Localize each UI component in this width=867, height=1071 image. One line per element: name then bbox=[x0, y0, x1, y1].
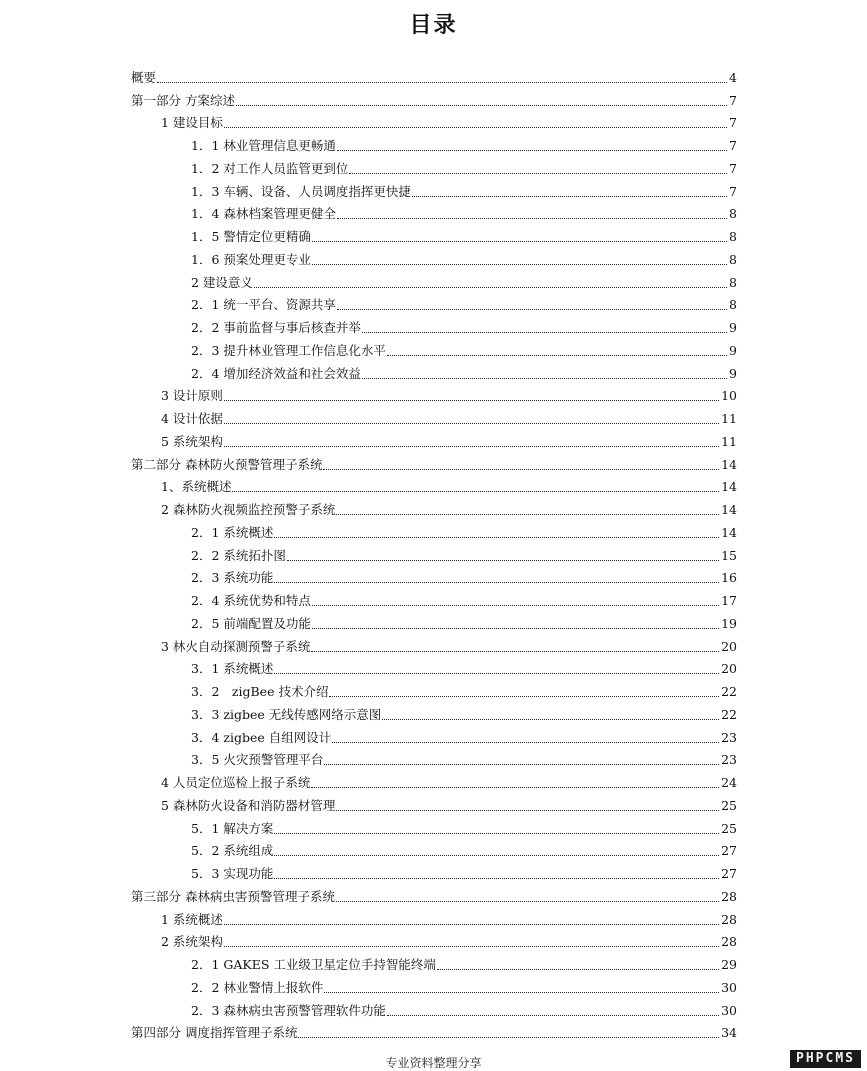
toc-entry[interactable] bbox=[131, 611, 737, 634]
toc-entry-label: 第三部分 森林病虫害预警管理子系统 bbox=[131, 888, 335, 904]
toc-dot-leader bbox=[232, 490, 719, 492]
toc-entry-page: 7 bbox=[729, 138, 737, 153]
toc-entry-label: 1．4 森林档案管理更健全 bbox=[191, 206, 336, 222]
toc-dot-leader bbox=[274, 832, 719, 834]
toc-entry-label: 1．2 对工作人员监管更到位 bbox=[191, 160, 349, 176]
toc-entry-label: 1．6 预案处理更专业 bbox=[191, 251, 311, 267]
toc-dot-leader bbox=[329, 695, 719, 697]
toc-dot-leader bbox=[387, 1014, 719, 1016]
toc-entry-label: 3．5 火灾预警管理平台 bbox=[191, 752, 324, 768]
toc-entry-page: 25 bbox=[721, 797, 737, 813]
toc-entry-label: 2．2 事前监督与事后核查并举 bbox=[191, 320, 361, 335]
toc-entry-label: 3．1 系统概述 bbox=[191, 661, 274, 677]
toc-entry[interactable] bbox=[131, 224, 737, 247]
toc-entry-label: 2．5 前端配置及功能 bbox=[191, 615, 311, 631]
toc-entry-page: 10 bbox=[721, 388, 737, 404]
toc-entry-label: 2 系统架构 bbox=[161, 934, 223, 950]
toc-entry-label: 概要 bbox=[131, 69, 157, 85]
toc-entry-page: 7 bbox=[729, 115, 737, 131]
toc-entry[interactable] bbox=[131, 588, 737, 611]
toc-entry[interactable] bbox=[131, 657, 737, 680]
toc-entry[interactable] bbox=[131, 247, 737, 270]
toc-entry[interactable] bbox=[131, 975, 737, 998]
toc-entry[interactable] bbox=[131, 429, 737, 452]
toc-entry[interactable] bbox=[131, 179, 737, 202]
toc-entry[interactable] bbox=[131, 816, 737, 839]
toc-entry-page: 7 bbox=[729, 160, 737, 176]
toc-entry-page: 11 bbox=[721, 411, 737, 426]
toc-dot-leader bbox=[236, 104, 727, 106]
toc-entry-page: 14 bbox=[721, 479, 737, 495]
toc-entry-label: 2 建设意义 bbox=[191, 274, 253, 290]
toc-entry[interactable] bbox=[131, 634, 737, 657]
toc-entry-label: 第一部分 方案综述 bbox=[131, 92, 235, 108]
toc-entry[interactable] bbox=[131, 543, 737, 566]
toc-entry[interactable] bbox=[131, 452, 737, 475]
toc-entry-label: 3 林火自动探测预警子系统 bbox=[161, 638, 311, 654]
toc-entry-page: 22 bbox=[721, 684, 737, 699]
toc-entry[interactable] bbox=[131, 679, 737, 702]
toc-entry-label: 5．2 系统组成 bbox=[191, 843, 274, 859]
toc-entry[interactable] bbox=[131, 930, 737, 953]
toc-entry-label: 2．4 增加经济效益和社会效益 bbox=[191, 365, 361, 381]
toc-entry-page: 8 bbox=[729, 206, 737, 222]
toc-dot-leader bbox=[337, 149, 727, 151]
toc-entry-label: 1．3 车辆、设备、人员调度指挥更快捷 bbox=[191, 183, 411, 199]
toc-entry-page: 14 bbox=[721, 524, 737, 540]
toc-entry[interactable] bbox=[131, 475, 737, 498]
toc-entry-page: 8 bbox=[729, 229, 737, 244]
toc-dot-leader bbox=[274, 854, 719, 856]
toc-entry-page: 8 bbox=[729, 251, 737, 267]
toc-entry-label: 第四部分 调度指挥管理子系统 bbox=[131, 1025, 298, 1041]
toc-entry-label: 2．2 系统拓扑图 bbox=[191, 547, 286, 563]
toc-entry[interactable] bbox=[131, 156, 737, 179]
toc-entry[interactable] bbox=[131, 315, 737, 338]
toc-entry[interactable] bbox=[131, 770, 737, 793]
toc-entry-label: 5．3 实现功能 bbox=[191, 866, 274, 881]
toc-entry-label: 2．1 GAKES 工业级卫星定位手持智能终端 bbox=[191, 957, 436, 972]
toc-entry-label: 4 设计依据 bbox=[161, 411, 223, 426]
toc-entry[interactable] bbox=[131, 793, 737, 816]
toc-entry-page: 11 bbox=[721, 433, 737, 449]
toc-entry-page: 28 bbox=[721, 934, 737, 950]
toc-dot-leader bbox=[337, 308, 727, 310]
toc-entry-page: 22 bbox=[721, 706, 737, 722]
toc-entry-page: 15 bbox=[721, 547, 737, 563]
toc-dot-leader bbox=[312, 627, 719, 629]
watermark-logo: PHPCMS bbox=[790, 1050, 861, 1068]
toc-entry-label: 2．4 系统优势和特点 bbox=[191, 593, 311, 608]
toc-entry[interactable] bbox=[131, 998, 737, 1021]
toc-entry-label: 3．2 zigBee 技术介绍 bbox=[191, 684, 329, 699]
toc-entry-page: 28 bbox=[721, 888, 737, 904]
toc-entry-label: 5 系统架构 bbox=[161, 433, 223, 449]
toc-dot-leader bbox=[274, 877, 719, 879]
toc-entry[interactable] bbox=[131, 748, 737, 771]
toc-dot-leader bbox=[157, 81, 727, 83]
toc-entry[interactable] bbox=[131, 497, 737, 520]
toc-entry-label: 2．3 森林病虫害预警管理软件功能 bbox=[191, 1002, 386, 1018]
toc-entry-label: 2．1 统一平台、资源共享 bbox=[191, 297, 336, 313]
toc-entry[interactable] bbox=[131, 702, 737, 725]
toc-dot-leader bbox=[274, 672, 719, 674]
toc-entry-page: 34 bbox=[721, 1025, 737, 1041]
toc-entry-label: 1．5 警情定位更精确 bbox=[191, 229, 311, 244]
toc-dot-leader bbox=[332, 741, 719, 743]
toc-dot-leader bbox=[336, 513, 719, 515]
toc-entry-page: 9 bbox=[729, 320, 737, 335]
toc-entry-page: 8 bbox=[729, 297, 737, 313]
toc-entry[interactable] bbox=[131, 839, 737, 862]
toc-entry-page: 4 bbox=[729, 69, 737, 85]
toc-dot-leader bbox=[323, 468, 719, 470]
toc-dot-leader bbox=[349, 172, 727, 174]
toc-entry-page: 7 bbox=[729, 183, 737, 199]
toc-entry-page: 9 bbox=[729, 365, 737, 381]
toc-entry[interactable] bbox=[131, 338, 737, 361]
toc-entry-label: 5 森林防火设备和消防器材管理 bbox=[161, 797, 336, 813]
toc-dot-leader bbox=[224, 923, 719, 925]
toc-entry[interactable] bbox=[131, 725, 737, 748]
toc-entry-label: 4 人员定位巡检上报子系统 bbox=[161, 775, 311, 790]
toc-dot-leader bbox=[224, 399, 719, 401]
toc-entry-page: 24 bbox=[721, 775, 737, 790]
toc-entry-label: 1．1 林业管理信息更畅通 bbox=[191, 138, 336, 153]
toc-entry-label: 2．1 系统概述 bbox=[191, 524, 274, 540]
toc-dot-leader bbox=[311, 786, 719, 788]
toc-dot-leader bbox=[224, 445, 719, 447]
toc-dot-leader bbox=[312, 263, 727, 265]
toc-entry-label: 2 森林防火视频监控预警子系统 bbox=[161, 502, 336, 517]
toc-entry[interactable] bbox=[131, 293, 737, 316]
toc-entry-page: 14 bbox=[721, 456, 737, 472]
toc-entry-page: 20 bbox=[721, 638, 737, 654]
toc-entry-page: 23 bbox=[721, 729, 737, 745]
toc-entry-page: 25 bbox=[721, 820, 737, 836]
toc-entry-page: 28 bbox=[721, 911, 737, 927]
toc-dot-leader bbox=[312, 604, 719, 606]
toc-entry[interactable] bbox=[131, 520, 737, 543]
toc-dot-leader bbox=[324, 991, 719, 993]
toc-entry-page: 8 bbox=[729, 274, 737, 290]
toc-entry[interactable] bbox=[131, 202, 737, 225]
toc-entry[interactable] bbox=[131, 907, 737, 930]
toc-dot-leader bbox=[224, 126, 727, 128]
toc-entry-page: 7 bbox=[729, 92, 737, 108]
toc-dot-leader bbox=[387, 354, 727, 356]
toc-entry[interactable] bbox=[131, 406, 737, 429]
toc-entry-page: 27 bbox=[721, 866, 737, 881]
toc-entry-label: 2．3 系统功能 bbox=[191, 570, 274, 586]
toc-entry-label: 3．3 zigbee 无线传感网络示意图 bbox=[191, 706, 382, 722]
toc-entry[interactable] bbox=[131, 65, 737, 88]
toc-entry[interactable] bbox=[131, 952, 737, 975]
toc-dot-leader bbox=[336, 809, 719, 811]
toc-entry[interactable] bbox=[131, 884, 737, 907]
toc-entry-page: 30 bbox=[721, 1002, 737, 1018]
toc-entry-label: 3 设计原则 bbox=[161, 388, 223, 404]
toc-entry[interactable] bbox=[131, 361, 737, 384]
toc-entry[interactable] bbox=[131, 88, 737, 111]
table-of-contents bbox=[131, 65, 737, 1043]
toc-entry[interactable] bbox=[131, 566, 737, 589]
toc-dot-leader bbox=[337, 217, 727, 219]
toc-dot-leader bbox=[437, 968, 719, 970]
toc-entry[interactable] bbox=[131, 111, 737, 134]
toc-entry-page: 30 bbox=[721, 979, 737, 995]
toc-dot-leader bbox=[224, 945, 719, 947]
toc-entry[interactable] bbox=[131, 270, 737, 293]
toc-entry-page: 17 bbox=[721, 593, 737, 608]
toc-dot-leader bbox=[312, 240, 727, 242]
toc-entry-label: 第二部分 森林防火预警管理子系统 bbox=[131, 456, 323, 472]
toc-entry-page: 27 bbox=[721, 843, 737, 859]
toc-entry-label: 1、系统概述 bbox=[161, 479, 232, 495]
toc-entry[interactable] bbox=[131, 1021, 737, 1044]
toc-entry-page: 9 bbox=[729, 342, 737, 358]
toc-entry-page: 20 bbox=[721, 661, 737, 677]
toc-dot-leader bbox=[362, 377, 727, 379]
toc-entry-page: 16 bbox=[721, 570, 737, 586]
toc-entry-label: 2．2 林业警情上报软件 bbox=[191, 979, 324, 995]
toc-entry-page: 19 bbox=[721, 615, 737, 631]
toc-dot-leader bbox=[412, 195, 727, 197]
toc-entry[interactable] bbox=[131, 133, 737, 156]
toc-entry-label: 5．1 解决方案 bbox=[191, 820, 274, 836]
toc-dot-leader bbox=[324, 763, 719, 765]
page-footer: 专业资料整理分享 bbox=[385, 1056, 482, 1070]
page-title: 目录 bbox=[409, 13, 458, 38]
toc-dot-leader bbox=[274, 536, 719, 538]
toc-entry-label: 1 建设目标 bbox=[161, 115, 223, 131]
toc-entry-page: 29 bbox=[721, 957, 737, 972]
toc-dot-leader bbox=[362, 331, 727, 333]
toc-dot-leader bbox=[224, 422, 719, 424]
toc-entry-page: 23 bbox=[721, 752, 737, 768]
toc-dot-leader bbox=[311, 650, 719, 652]
toc-entry[interactable] bbox=[131, 384, 737, 407]
toc-entry[interactable] bbox=[131, 861, 737, 884]
toc-dot-leader bbox=[287, 559, 719, 561]
toc-dot-leader bbox=[254, 286, 727, 288]
toc-entry-page: 14 bbox=[721, 502, 737, 517]
toc-entry-label: 3．4 zigbee 自组网设计 bbox=[191, 729, 332, 745]
toc-entry-label: 2．3 提升林业管理工作信息化水平 bbox=[191, 342, 386, 358]
toc-dot-leader bbox=[274, 581, 719, 583]
toc-dot-leader bbox=[298, 1036, 719, 1038]
toc-dot-leader bbox=[382, 718, 719, 720]
toc-entry-label: 1 系统概述 bbox=[161, 911, 223, 927]
toc-dot-leader bbox=[336, 900, 719, 902]
